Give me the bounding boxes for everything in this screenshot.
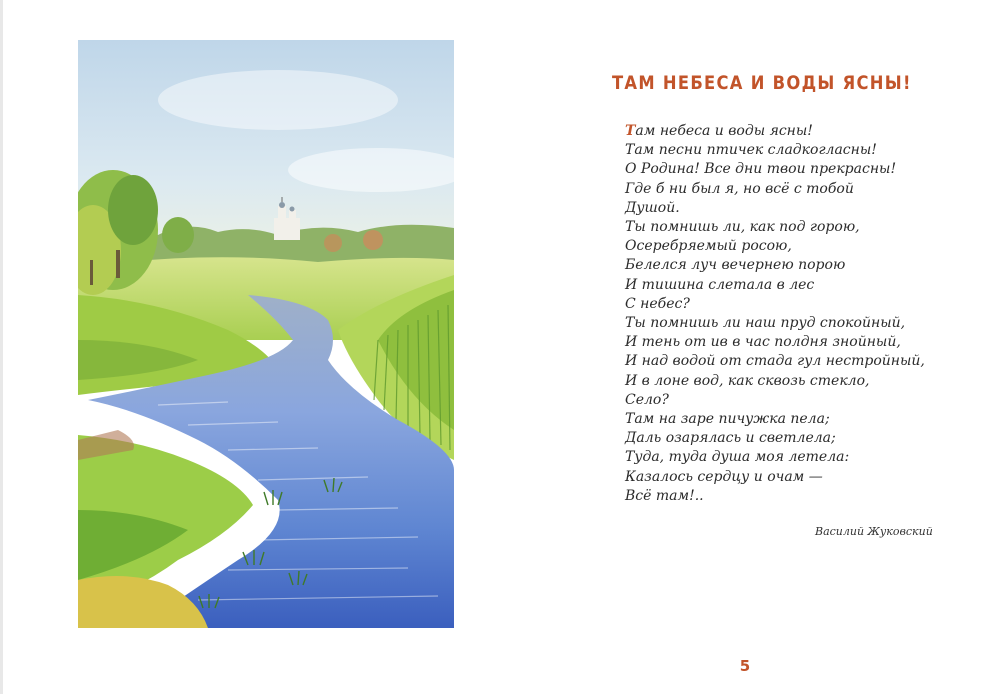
poem-line: Там песни птичек сладкогласны! bbox=[625, 142, 877, 159]
drop-cap: Т bbox=[625, 123, 636, 139]
poem-line: Село? bbox=[625, 391, 669, 408]
author-signature: Василий Жуковский bbox=[815, 525, 933, 538]
page-edge bbox=[0, 0, 3, 694]
poem-line: И тишина слетала в лес bbox=[625, 276, 815, 293]
poem-line: С небес? bbox=[625, 295, 690, 312]
poem-line: Казалось сердцу и очам — bbox=[625, 468, 823, 485]
poem-title: ТАМ НЕБЕСА И ВОДЫ ЯСНЫ! bbox=[612, 72, 912, 94]
poem-line: Туда, туда душа моя летела: bbox=[625, 449, 850, 466]
poem-line: Ты помнишь ли, как под горою, bbox=[625, 219, 860, 236]
poem-line bbox=[625, 122, 955, 141]
poem-line: Всё там!.. bbox=[625, 487, 704, 504]
poem-text bbox=[625, 122, 955, 506]
poem-line: И тень от ив в час полдня знойный, bbox=[625, 334, 901, 351]
poem-line: Ты помнишь ли наш пруд спокойный, bbox=[625, 315, 906, 332]
river-landscape-illustration bbox=[78, 40, 454, 628]
poem-line: И над водой от стада гул нестройный, bbox=[625, 353, 925, 370]
page-number: 5 bbox=[739, 657, 751, 675]
poem-line: Осеребряемый росою, bbox=[625, 238, 792, 255]
poem-line: О Родина! Все дни твои прекрасны! bbox=[625, 161, 897, 178]
first-line-text: ам небеса и воды ясны! bbox=[635, 123, 813, 139]
poem-line: Белелся луч вечернею порою bbox=[625, 257, 846, 274]
poem-line: Душой. bbox=[625, 199, 680, 216]
poem-line: Там на заре пичужка пела; bbox=[625, 411, 830, 428]
poem-line: И в лоне вод, как сквозь стекло, bbox=[625, 372, 870, 389]
poem-line: Где б ни был я, но всё с тобой bbox=[625, 180, 854, 197]
poem-line: Даль озарялась и светлела; bbox=[625, 430, 836, 447]
